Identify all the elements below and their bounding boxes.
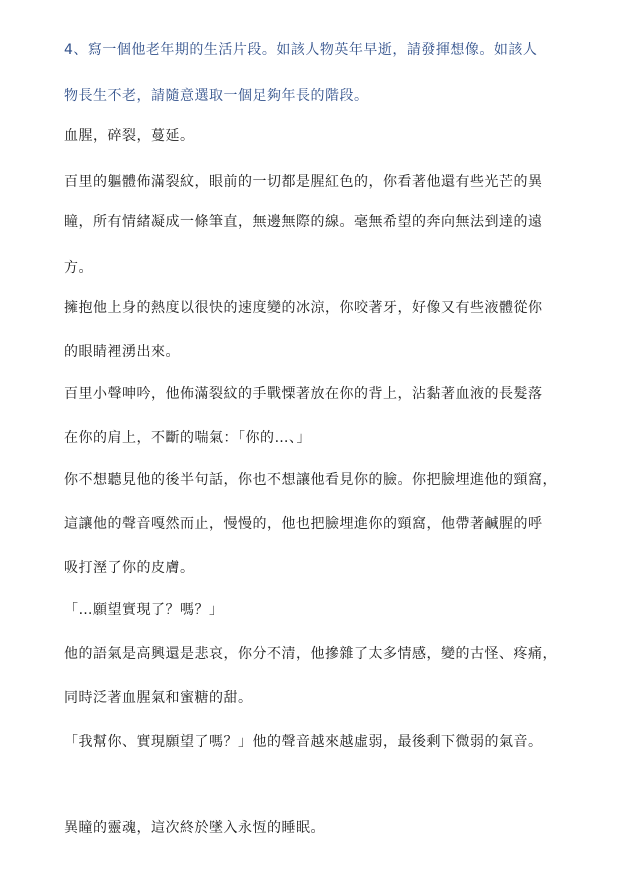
- body-line: 吸打溼了你的皮膚。: [64, 560, 195, 576]
- prompt-line-1: 4、寫一個他老年期的生活片段。如該人物英年早逝，請發揮想像。如該人: [64, 42, 538, 58]
- body-line: 方。: [64, 260, 93, 276]
- body-line: 血腥，碎裂，蔓延。: [64, 128, 195, 144]
- prompt-line-2: 物長生不老，請隨意選取一個足夠年長的階段。: [64, 88, 369, 104]
- body-line: 「我幫你、實現願望了嗎？」他的聲音越來越虛弱，最後剩下微弱的氣音。: [64, 734, 543, 750]
- body-line: 百里小聲呻吟，他佈滿裂紋的手戰慄著放在你的背上，沾黏著血液的長髮落: [64, 386, 543, 402]
- body-line: 的眼睛裡湧出來。: [64, 344, 180, 360]
- body-line: 異瞳的靈魂，這次終於墜入永恆的睡眠。: [64, 820, 325, 836]
- body-line: 這讓他的聲音嘎然而止，慢慢的，他也把臉埋進你的頸窩，他帶著鹹腥的呼: [64, 516, 543, 532]
- body-line: 他的語氣是高興還是悲哀，你分不清，他摻雜了太多情感，變的古怪、疼痛，: [64, 646, 557, 662]
- body-line: 瞳，所有情緒凝成一條筆直，無邊無際的線。毫無希望的奔向無法到達的遠: [64, 214, 543, 230]
- body-line: 擁抱他上身的熱度以很快的速度變的冰涼，你咬著牙，好像又有些液體從你: [64, 300, 543, 316]
- body-line: 在你的肩上，不斷的喘氣：「你的…、」: [64, 430, 311, 446]
- body-line: 百里的軀體佈滿裂紋，眼前的一切都是腥紅色的，你看著他還有些光芒的異: [64, 174, 543, 190]
- body-line: 同時泛著血腥氣和蜜糖的甜。: [64, 690, 253, 706]
- body-line: 「…願望實現了？嗎？」: [64, 602, 224, 618]
- body-line: 你不想聽見他的後半句話，你也不想讓他看見你的臉。你把臉埋進他的頸窩，: [64, 472, 557, 488]
